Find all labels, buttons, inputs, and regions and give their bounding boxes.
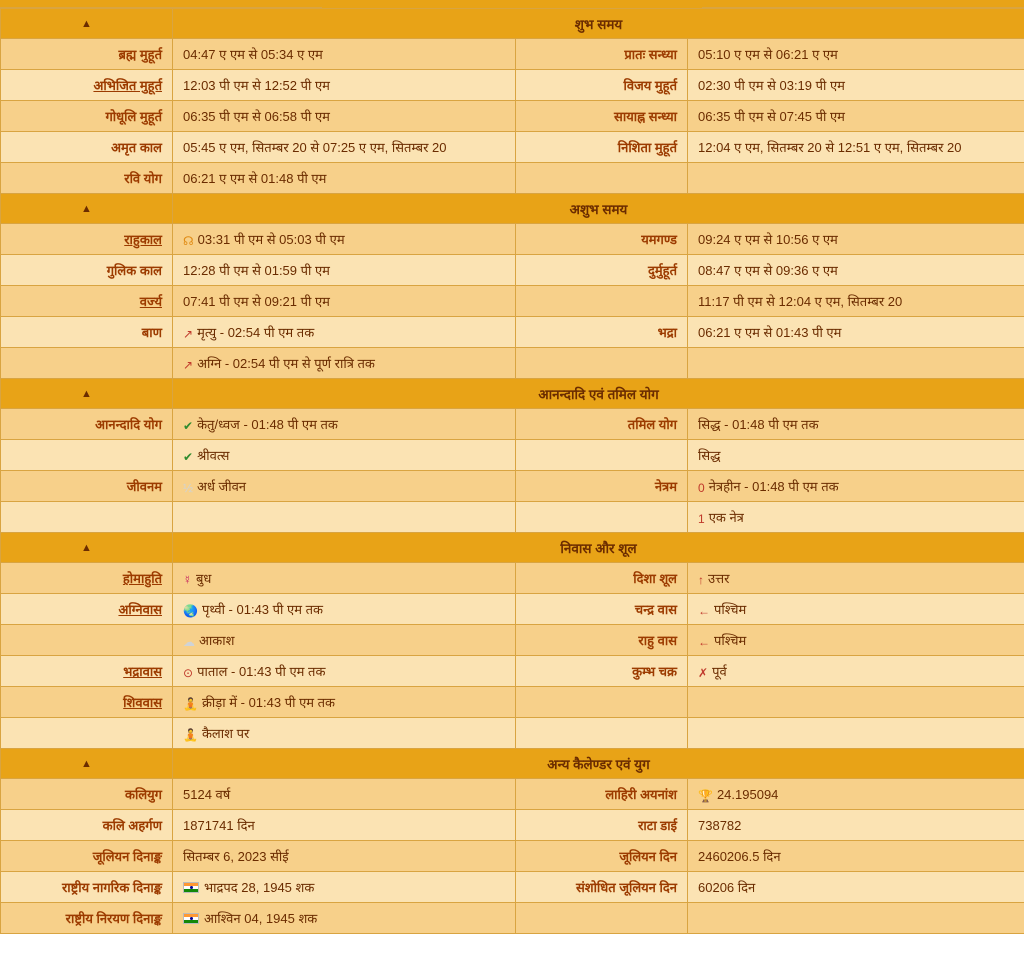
value-text: नेत्रहीन - 01:48 पी एम तक — [708, 479, 839, 494]
row-value-left — [173, 286, 516, 317]
value-text: एक नेत्र — [708, 510, 744, 525]
value-text: कैलाश पर — [201, 726, 250, 741]
value-text: 12:03 पी एम से 12:52 पी एम — [183, 78, 330, 93]
value-text: पश्चिम — [714, 633, 747, 648]
value-text: 08:47 ए एम से 09:36 ए एम — [698, 263, 838, 278]
value-text: आश्विन 04, 1945 शक — [204, 911, 318, 926]
label-text: निशिता मुहूर्त — [617, 140, 677, 155]
row-label-right — [516, 841, 688, 872]
row-label-left — [1, 563, 173, 594]
row-value-left — [173, 70, 516, 101]
label-text: यमगण्ड — [641, 232, 677, 247]
row-label-left — [1, 348, 173, 379]
row-value-right — [688, 471, 1024, 502]
label-text: रवि योग — [124, 171, 162, 186]
row-value-right — [688, 348, 1024, 379]
arrow-up-icon: ↑ — [698, 573, 704, 587]
label-text: दुर्मुहूर्त — [648, 263, 677, 278]
row-label-left — [1, 440, 173, 471]
label-text: कलियुग — [124, 787, 162, 802]
zero-icon: 0 — [698, 481, 705, 495]
value-text: 05:45 ए एम, सितम्बर 20 से 07:25 ए एम, सितम्बर 20 — [183, 140, 447, 155]
table-row — [1, 317, 1024, 348]
row-value-right — [688, 810, 1024, 841]
label-text: अमृत काल — [111, 140, 162, 155]
value-text: 07:41 पी एम से 09:21 पी एम — [183, 294, 330, 309]
row-value-left — [173, 224, 516, 255]
row-label-left — [1, 132, 173, 163]
row-label-left — [1, 409, 173, 440]
row-label-left — [1, 70, 173, 101]
table-row — [1, 903, 1024, 934]
section-header-anya-calendar-yug[interactable] — [1, 749, 1024, 779]
row-value-right — [688, 779, 1024, 810]
row-value-left — [173, 132, 516, 163]
table-row — [1, 594, 1024, 625]
row-label-right — [516, 39, 688, 70]
row-label-left — [1, 903, 173, 934]
row-label-right — [516, 163, 688, 194]
arrow-left-icon: ← — [698, 635, 710, 649]
cloud-icon: ☁ — [183, 635, 195, 649]
row-label-right — [516, 810, 688, 841]
trophy-icon: 🏆 — [698, 788, 713, 803]
row-value-left — [173, 471, 516, 502]
label-text: राटा डाई — [638, 818, 677, 833]
table-row — [1, 471, 1024, 502]
row-label-left — [1, 656, 173, 687]
row-label-left — [1, 687, 173, 718]
label-text: ब्रह्म मुहूर्त — [118, 47, 162, 62]
row-value-right — [688, 440, 1024, 471]
row-label-right — [516, 409, 688, 440]
table-row — [1, 348, 1024, 379]
table-row — [1, 718, 1024, 749]
row-label-right — [516, 101, 688, 132]
value-text: 02:30 पी एम से 03:19 पी एम — [698, 78, 845, 93]
value-text: सितम्बर 6, 2023 सीई — [183, 849, 289, 864]
row-label-left — [1, 779, 173, 810]
row-value-right — [688, 687, 1024, 718]
row-value-right — [688, 163, 1024, 194]
label-text[interactable]: भद्रावास — [123, 664, 162, 679]
table-row — [1, 409, 1024, 440]
value-text: सिद्ध — [698, 448, 721, 463]
row-label-right — [516, 779, 688, 810]
row-value-left — [173, 718, 516, 749]
row-value-left — [173, 163, 516, 194]
section-header-shubh-samay[interactable] — [1, 9, 1024, 39]
row-label-right — [516, 255, 688, 286]
row-value-left — [173, 255, 516, 286]
row-label-left — [1, 317, 173, 348]
table-row — [1, 625, 1024, 656]
label-text: कलि अहर्गण — [102, 818, 162, 833]
row-value-left — [173, 656, 516, 687]
row-value-left — [173, 39, 516, 70]
label-text: गोधूलि मुहूर्त — [105, 109, 162, 124]
value-text: अर्ध जीवन — [197, 479, 247, 494]
check-icon: ✔ — [183, 419, 194, 433]
table-row — [1, 70, 1024, 101]
value-text: केतु/ध्वज - 01:48 पी एम तक — [197, 417, 338, 432]
row-value-right — [688, 718, 1024, 749]
row-value-right — [688, 872, 1024, 903]
row-label-right — [516, 563, 688, 594]
row-label-right — [516, 348, 688, 379]
row-value-left — [173, 625, 516, 656]
table-row — [1, 563, 1024, 594]
row-label-right — [516, 70, 688, 101]
row-value-right — [688, 101, 1024, 132]
table-row — [1, 779, 1024, 810]
value-text: 11:17 पी एम से 12:04 ए एम, सितम्बर 20 — [698, 294, 903, 309]
value-text: आकाश — [199, 633, 235, 648]
value-text: श्रीवत्स — [197, 448, 230, 463]
row-label-right — [516, 656, 688, 687]
label-text: जूलियन दिन — [619, 849, 677, 864]
row-value-left — [173, 872, 516, 903]
section-header-nivas-aur-shool[interactable] — [1, 533, 1024, 563]
table-row — [1, 687, 1024, 718]
row-label-left — [1, 625, 173, 656]
label-text[interactable]: अभिजित मुहूर्त — [93, 78, 162, 93]
value-text: 12:04 ए एम, सितम्बर 20 से 12:51 ए एम, सितम्बर 20 — [698, 140, 962, 155]
value-text: मृत्यु - 02:54 पी एम तक — [197, 325, 315, 340]
one-icon: 1 — [698, 512, 705, 526]
row-value-left — [173, 101, 516, 132]
label-text: बाण — [141, 325, 162, 340]
arrow-diagonal-icon: ↗ — [183, 358, 194, 372]
table-row — [1, 39, 1024, 70]
value-text: 06:21 ए एम से 01:43 पी एम — [698, 325, 842, 340]
label-text[interactable]: शिववास — [123, 695, 162, 710]
table-row — [1, 255, 1024, 286]
row-label-right — [516, 872, 688, 903]
row-value-left — [173, 594, 516, 625]
value-text: पश्चिम — [714, 602, 747, 617]
label-text: विजय मुहूर्त — [623, 78, 677, 93]
row-value-right — [688, 224, 1024, 255]
value-text: उत्तर — [708, 571, 730, 586]
row-value-right — [688, 255, 1024, 286]
row-value-left — [173, 440, 516, 471]
value-text: सिद्ध - 01:48 पी एम तक — [698, 417, 819, 432]
table-row — [1, 841, 1024, 872]
label-text: जीवनम — [126, 479, 162, 494]
shiva-icon: 🧘 — [183, 697, 198, 711]
label-text: राष्ट्रीय नागरिक दिनाङ्क — [61, 880, 162, 895]
section-title: अशुभ समय — [173, 194, 1024, 224]
row-label-right — [516, 718, 688, 749]
section-header-anandadi-tamil-yoga[interactable] — [1, 379, 1024, 409]
row-label-right — [516, 625, 688, 656]
table-row — [1, 132, 1024, 163]
label-text[interactable]: अग्निवास — [118, 602, 162, 617]
row-label-right — [516, 903, 688, 934]
table-row — [1, 440, 1024, 471]
row-value-right — [688, 594, 1024, 625]
row-value-left — [173, 563, 516, 594]
value-text: 738782 — [698, 817, 742, 833]
mercury-icon: ☿ — [183, 573, 192, 587]
shiva-icon: 🧘 — [183, 728, 198, 742]
row-value-left — [173, 687, 516, 718]
row-value-right — [688, 132, 1024, 163]
row-label-right — [516, 687, 688, 718]
row-value-left — [173, 903, 516, 934]
row-value-left — [173, 409, 516, 440]
row-label-left — [1, 594, 173, 625]
row-label-left — [1, 872, 173, 903]
label-text: जूलियन दिनाङ्क — [92, 849, 162, 864]
table-row — [1, 101, 1024, 132]
arrow-diagonal-icon: ↗ — [183, 327, 194, 341]
table-row — [1, 502, 1024, 533]
row-label-right — [516, 502, 688, 533]
value-text: 12:28 पी एम से 01:59 पी एम — [183, 263, 330, 278]
row-value-right — [688, 625, 1024, 656]
collapse-arrow-icon[interactable]: ▲ — [1, 533, 173, 563]
value-text: क्रीड़ा में - 01:43 पी एम तक — [201, 695, 336, 710]
value-text: पाताल - 01:43 पी एम तक — [197, 664, 326, 679]
row-label-left — [1, 39, 173, 70]
row-label-left — [1, 810, 173, 841]
label-text: भद्रा — [657, 325, 677, 340]
row-value-left — [173, 317, 516, 348]
label-text: राष्ट्रीय निरयण दिनाङ्क — [65, 911, 162, 926]
row-label-right — [516, 224, 688, 255]
row-value-left — [173, 348, 516, 379]
row-label-right — [516, 440, 688, 471]
omega-icon: ☊ — [183, 234, 194, 248]
collapse-arrow-icon[interactable]: ▲ — [1, 194, 173, 224]
value-text: 60206 दिन — [698, 880, 756, 895]
label-text: सायाह्न सन्ध्या — [614, 109, 677, 124]
table-row — [1, 872, 1024, 903]
row-label-left — [1, 224, 173, 255]
label-text: गुलिक काल — [106, 263, 162, 278]
section-title: शुभ समय — [173, 9, 1024, 39]
row-label-right — [516, 132, 688, 163]
arrow-left-icon: ← — [698, 604, 710, 618]
value-text: 04:47 ए एम से 05:34 ए एम — [183, 47, 323, 62]
label-text: लाहिरी अयनांश — [605, 787, 677, 802]
table-row — [1, 656, 1024, 687]
collapse-arrow-icon[interactable]: ▲ — [1, 749, 173, 779]
row-label-right — [516, 594, 688, 625]
label-text: प्रातः सन्ध्या — [624, 47, 677, 62]
row-value-left — [173, 810, 516, 841]
label-text: राहु वास — [638, 633, 677, 648]
panchang-body — [1, 9, 1024, 934]
value-text: 2460206.5 दिन — [698, 849, 781, 864]
row-label-left — [1, 502, 173, 533]
value-text: भाद्रपद 28, 1945 शक — [204, 880, 315, 895]
row-label-left — [1, 471, 173, 502]
row-value-right — [688, 317, 1024, 348]
row-label-right — [516, 317, 688, 348]
value-text: 06:21 ए एम से 01:48 पी एम — [183, 171, 327, 186]
check-icon: ✔ — [183, 450, 194, 464]
value-text: 24.195094 — [716, 786, 779, 802]
row-value-right — [688, 656, 1024, 687]
label-text: चन्द्र वास — [634, 602, 677, 617]
row-label-left — [1, 255, 173, 286]
row-label-right — [516, 471, 688, 502]
row-value-left — [173, 779, 516, 810]
row-label-left — [1, 101, 173, 132]
cross-icon: ✗ — [698, 666, 709, 680]
panchang-table — [0, 8, 1024, 934]
half-icon: ½ — [183, 481, 194, 495]
table-row — [1, 224, 1024, 255]
label-text: आनन्दादि योग — [95, 417, 162, 432]
label-text[interactable]: होमाहुति — [122, 571, 162, 586]
table-row — [1, 286, 1024, 317]
row-value-right — [688, 841, 1024, 872]
row-value-right — [688, 39, 1024, 70]
row-value-right — [688, 286, 1024, 317]
table-row — [1, 810, 1024, 841]
row-label-right — [516, 286, 688, 317]
row-value-right — [688, 903, 1024, 934]
section-title: निवास और शूल — [173, 533, 1024, 563]
label-text: संशोधित जूलियन दिन — [575, 880, 677, 895]
row-value-right — [688, 563, 1024, 594]
label-text: दिशा शूल — [633, 571, 677, 586]
top-strip — [0, 0, 1024, 8]
value-text: बुध — [196, 571, 212, 586]
row-label-left — [1, 718, 173, 749]
value-text: 06:35 पी एम से 07:45 पी एम — [698, 109, 845, 124]
value-text: 09:24 ए एम से 10:56 ए एम — [698, 232, 838, 247]
section-title: अन्य कैलेण्डर एवं युग — [173, 749, 1024, 779]
value-text: 1871741 दिन — [183, 818, 255, 833]
globe-icon: 🌏 — [183, 604, 198, 618]
india-flag-icon — [183, 913, 199, 924]
label-text: तमिल योग — [627, 417, 677, 432]
india-flag-icon — [183, 882, 199, 893]
table-row — [1, 163, 1024, 194]
label-text: नेत्रम — [654, 479, 677, 494]
row-label-left — [1, 841, 173, 872]
row-value-right — [688, 70, 1024, 101]
value-text: 03:31 पी एम से 05:03 पी एम — [197, 232, 345, 247]
alert-icon: ⊙ — [183, 666, 194, 680]
row-value-right — [688, 409, 1024, 440]
row-value-left — [173, 841, 516, 872]
section-header-ashubh-samay[interactable] — [1, 194, 1024, 224]
value-text: 5124 वर्ष — [183, 787, 231, 802]
value-text: अग्नि - 02:54 पी एम से पूर्ण रात्रि तक — [197, 356, 375, 371]
collapse-arrow-icon[interactable]: ▲ — [1, 379, 173, 409]
label-text[interactable]: वर्ज्य — [139, 294, 162, 309]
label-text: कुम्भ चक्र — [632, 664, 677, 679]
value-text: पृथ्वी - 01:43 पी एम तक — [201, 602, 323, 617]
row-label-left — [1, 163, 173, 194]
value-text: पूर्व — [712, 664, 727, 679]
value-text: 06:35 पी एम से 06:58 पी एम — [183, 109, 330, 124]
row-value-right — [688, 502, 1024, 533]
row-label-left — [1, 286, 173, 317]
label-text[interactable]: राहुकाल — [124, 232, 162, 247]
collapse-arrow-icon[interactable]: ▲ — [1, 9, 173, 39]
row-value-left — [173, 502, 516, 533]
section-title: आनन्दादि एवं तमिल योग — [173, 379, 1024, 409]
value-text: 05:10 ए एम से 06:21 ए एम — [698, 47, 838, 62]
